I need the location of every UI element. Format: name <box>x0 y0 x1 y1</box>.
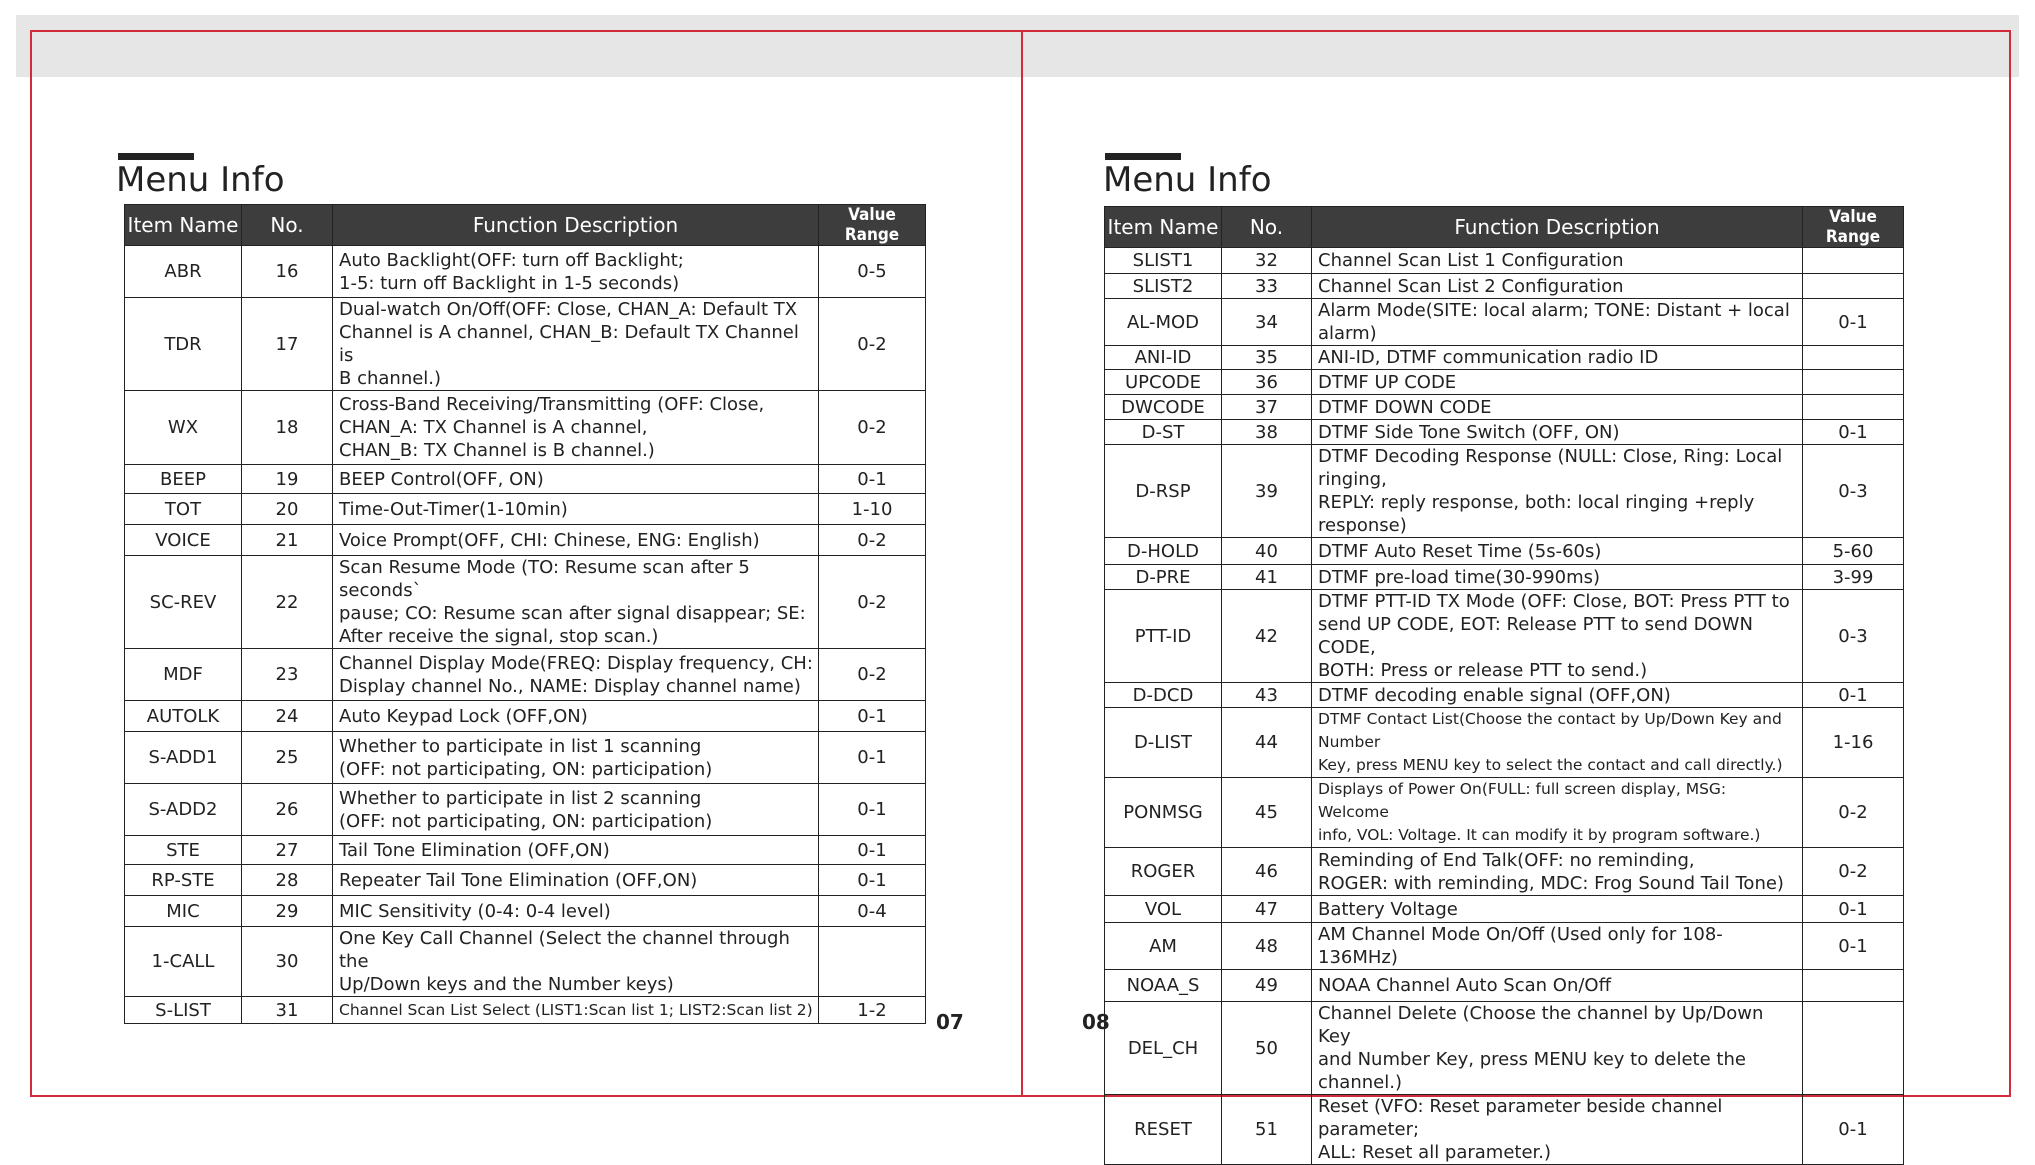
item-name-cell: UPCODE <box>1105 370 1222 395</box>
item-name-cell: S-ADD1 <box>125 732 242 784</box>
function-description-cell <box>333 246 819 298</box>
top-gray-band <box>16 15 2019 77</box>
description-line: info, VOL: Voltage. It can modify it by program software.) <box>1318 826 1761 844</box>
description-line: DTMF DOWN CODE <box>1318 396 1492 418</box>
description-line: After receive the signal, stop scan.) <box>339 626 659 647</box>
description-line: DTMF UP CODE <box>1318 371 1457 393</box>
item-number-cell: 36 <box>1222 370 1312 395</box>
description-line: Channel Scan List Select (LIST1:Scan list 1; LIST2:Scan list 2) <box>339 1000 813 1019</box>
header-no: No. <box>1222 207 1312 248</box>
item-number-cell: 37 <box>1222 395 1312 420</box>
item-name-cell: D-LIST <box>1105 708 1222 778</box>
value-range-cell <box>819 927 926 997</box>
right-page-title: Menu Info <box>1103 160 1272 200</box>
table-row <box>125 465 926 494</box>
right-border <box>2009 30 2011 1097</box>
description-line: Auto Backlight(OFF: turn off Backlight; <box>339 249 684 271</box>
item-name-cell: VOICE <box>125 525 242 556</box>
table-row <box>125 784 926 836</box>
description-line: ALL: Reset all parameter.) <box>1318 1142 1552 1163</box>
description-line: BEEP Control(OFF, ON) <box>339 468 544 490</box>
header-item-name: Item Name <box>1105 207 1222 248</box>
item-number-cell: 27 <box>242 836 333 865</box>
value-range-cell: 0-2 <box>819 391 926 465</box>
description-line: Cross-Band Receiving/Transmitting (OFF: Close, <box>339 394 765 415</box>
description-line: Displays of Power On(FULL: full screen display, MSG: Welcome <box>1318 780 1727 821</box>
value-range-cell: 0-1 <box>1803 923 1904 970</box>
table-row <box>1105 565 1904 590</box>
value-range-cell: 0-1 <box>819 732 926 784</box>
function-description-cell <box>1312 346 1803 370</box>
value-range-cell: 0-5 <box>819 246 926 298</box>
item-number-cell: 44 <box>1222 708 1312 778</box>
description-line: Channel Scan List 2 Configuration <box>1318 275 1624 297</box>
item-number-cell: 26 <box>242 784 333 836</box>
item-number-cell: 35 <box>1222 346 1312 370</box>
item-name-cell: ROGER <box>1105 848 1222 896</box>
item-number-cell: 28 <box>242 865 333 896</box>
item-name-cell: STE <box>125 836 242 865</box>
table-row <box>125 997 926 1024</box>
center-fold <box>1021 30 1023 1097</box>
item-name-cell: SC-REV <box>125 556 242 649</box>
item-number-cell: 32 <box>1222 248 1312 274</box>
item-name-cell: BEEP <box>125 465 242 494</box>
header-no: No. <box>242 205 333 246</box>
value-range-cell: 0-3 <box>1803 445 1904 538</box>
item-name-cell: VOL <box>1105 896 1222 923</box>
item-number-cell: 34 <box>1222 299 1312 346</box>
description-line: Up/Down keys and the Number keys) <box>339 974 674 995</box>
item-name-cell: AUTOLK <box>125 701 242 732</box>
item-number-cell: 42 <box>1222 590 1312 683</box>
item-number-cell: 24 <box>242 701 333 732</box>
function-description-cell <box>1312 590 1803 683</box>
description-line: CHAN_A: TX Channel is A channel, <box>339 417 648 438</box>
left-page-border-top <box>30 30 1023 32</box>
right-title-accent <box>1105 153 1181 160</box>
function-description-cell <box>333 732 819 784</box>
description-line: Whether to participate in list 2 scanning <box>339 787 702 809</box>
function-description-cell <box>1312 1002 1803 1095</box>
table-row <box>125 298 926 391</box>
item-name-cell: PONMSG <box>1105 778 1222 848</box>
description-line: Repeater Tail Tone Elimination (OFF,ON) <box>339 869 698 891</box>
value-range-cell: 0-1 <box>819 865 926 896</box>
table-row <box>1105 346 1904 370</box>
table-row <box>125 525 926 556</box>
left-title-accent <box>118 153 194 160</box>
left-page-title: Menu Info <box>116 160 285 200</box>
description-line: Battery Voltage <box>1318 898 1458 920</box>
table-row <box>1105 1095 1904 1165</box>
table-row <box>125 701 926 732</box>
table-row <box>1105 683 1904 708</box>
item-number-cell: 49 <box>1222 970 1312 1002</box>
function-description-cell <box>1312 370 1803 395</box>
value-range-cell: 0-2 <box>1803 778 1904 848</box>
function-description-cell <box>333 649 819 701</box>
description-line: Channel Scan List 1 Configuration <box>1318 250 1624 271</box>
description-line: (OFF: not participating, ON: participation) <box>339 810 713 832</box>
function-description-cell <box>333 494 819 525</box>
description-line: Dual-watch On/Off(OFF: Close, CHAN_A: Default TX <box>339 299 798 320</box>
item-number-cell: 18 <box>242 391 333 465</box>
header-function-description: Function Description <box>1312 207 1803 248</box>
header-value-range: Value Range <box>1803 207 1904 248</box>
table-row <box>1105 848 1904 896</box>
description-line: Scan Resume Mode (TO: Resume scan after 5 seconds` <box>339 557 750 601</box>
function-description-cell <box>333 525 819 556</box>
item-number-cell: 16 <box>242 246 333 298</box>
item-number-cell: 33 <box>1222 274 1312 299</box>
function-description-cell <box>333 701 819 732</box>
item-name-cell: RESET <box>1105 1095 1222 1165</box>
item-name-cell: WX <box>125 391 242 465</box>
function-description-cell <box>333 784 819 836</box>
description-line: Voice Prompt(OFF, CHI: Chinese, ENG: English) <box>339 529 760 551</box>
table-row <box>125 836 926 865</box>
item-number-cell: 47 <box>1222 896 1312 923</box>
table-row <box>1105 370 1904 395</box>
item-name-cell: D-HOLD <box>1105 538 1222 565</box>
item-number-cell: 39 <box>1222 445 1312 538</box>
value-range-cell: 0-2 <box>819 556 926 649</box>
item-number-cell: 50 <box>1222 1002 1312 1095</box>
value-range-cell: 0-1 <box>1803 896 1904 923</box>
function-description-cell <box>1312 923 1803 970</box>
table-row <box>1105 445 1904 538</box>
function-description-cell <box>1312 1095 1803 1165</box>
description-line: DTMF Decoding Response (NULL: Close, Ring: Local ringing, <box>1318 446 1783 490</box>
function-description-cell <box>333 298 819 391</box>
value-range-cell: 1-2 <box>819 997 926 1024</box>
description-line: Auto Keypad Lock (OFF,ON) <box>339 705 588 727</box>
item-name-cell: NOAA_S <box>1105 970 1222 1002</box>
value-range-cell <box>1803 248 1904 274</box>
table-row <box>1105 708 1904 778</box>
item-number-cell: 20 <box>242 494 333 525</box>
description-line: DTMF Contact List(Choose the contact by Up/Down Key and Number <box>1318 710 1782 751</box>
description-line: DTMF Side Tone Switch (OFF, ON) <box>1318 421 1620 443</box>
description-line: DTMF Auto Reset Time (5s-60s) <box>1318 540 1602 562</box>
table-row <box>125 246 926 298</box>
function-description-cell <box>333 391 819 465</box>
item-name-cell: S-LIST <box>125 997 242 1024</box>
function-description-cell <box>333 927 819 997</box>
function-description-cell <box>1312 538 1803 565</box>
item-number-cell: 25 <box>242 732 333 784</box>
function-description-cell <box>1312 420 1803 445</box>
header-function-description: Function Description <box>333 205 819 246</box>
left-border <box>30 30 32 1097</box>
item-number-cell: 45 <box>1222 778 1312 848</box>
description-line: Tail Tone Elimination (OFF,ON) <box>339 839 610 861</box>
function-description-cell <box>333 836 819 865</box>
item-name-cell: ABR <box>125 246 242 298</box>
item-number-cell: 23 <box>242 649 333 701</box>
left-menu-table <box>124 204 926 1024</box>
item-name-cell: 1-CALL <box>125 927 242 997</box>
table-row <box>125 391 926 465</box>
table-header-row <box>1105 207 1904 248</box>
table-header-row <box>125 205 926 246</box>
table-row <box>125 649 926 701</box>
value-range-cell: 0-1 <box>819 784 926 836</box>
item-name-cell: TDR <box>125 298 242 391</box>
table-row <box>1105 248 1904 274</box>
value-range-cell: 1-10 <box>819 494 926 525</box>
item-number-cell: 46 <box>1222 848 1312 896</box>
function-description-cell <box>333 865 819 896</box>
function-description-cell <box>1312 970 1803 1002</box>
description-line: REPLY: reply response, both: local ringing +reply response) <box>1318 492 1755 536</box>
table-row <box>125 896 926 927</box>
item-number-cell: 31 <box>242 997 333 1024</box>
item-name-cell: D-DCD <box>1105 683 1222 708</box>
function-description-cell <box>1312 274 1803 299</box>
item-name-cell: ANI-ID <box>1105 346 1222 370</box>
function-description-cell <box>333 997 819 1024</box>
description-line: BOTH: Press or release PTT to send.) <box>1318 660 1648 681</box>
value-range-cell: 5-60 <box>1803 538 1904 565</box>
item-name-cell: SLIST2 <box>1105 274 1222 299</box>
right-page-number: 08 <box>1082 1010 1110 1034</box>
item-name-cell: D-RSP <box>1105 445 1222 538</box>
item-name-cell: RP-STE <box>125 865 242 896</box>
table-row <box>1105 274 1904 299</box>
item-number-cell: 48 <box>1222 923 1312 970</box>
description-line: send UP CODE, EOT: Release PTT to send DOWN CODE, <box>1318 614 1753 658</box>
description-line: Alarm Mode(SITE: local alarm; TONE: Distant + local alarm) <box>1318 300 1790 344</box>
value-range-cell: 0-1 <box>1803 683 1904 708</box>
item-number-cell: 43 <box>1222 683 1312 708</box>
value-range-cell: 0-4 <box>819 896 926 927</box>
item-name-cell: D-PRE <box>1105 565 1222 590</box>
function-description-cell <box>1312 683 1803 708</box>
value-range-cell <box>1803 370 1904 395</box>
description-line: (OFF: not participating, ON: participation) <box>339 758 713 780</box>
description-line: Whether to participate in list 1 scanning <box>339 735 702 757</box>
value-range-cell <box>1803 274 1904 299</box>
header-value-range: Value Range <box>819 205 926 246</box>
description-line: ROGER: with reminding, MDC: Frog Sound Tail Tone) <box>1318 872 1784 894</box>
item-number-cell: 40 <box>1222 538 1312 565</box>
description-line: DTMF decoding enable signal (OFF,ON) <box>1318 684 1671 706</box>
function-description-cell <box>1312 565 1803 590</box>
table-row <box>1105 778 1904 848</box>
value-range-cell: 1-16 <box>1803 708 1904 778</box>
description-line: B channel.) <box>339 368 442 389</box>
value-range-cell <box>1803 395 1904 420</box>
description-line: DTMF pre-load time(30-990ms) <box>1318 566 1601 588</box>
function-description-cell <box>1312 778 1803 848</box>
value-range-cell: 0-2 <box>819 649 926 701</box>
description-line: Time-Out-Timer(1-10min) <box>339 498 568 520</box>
table-row <box>125 732 926 784</box>
item-name-cell: MDF <box>125 649 242 701</box>
value-range-cell <box>1803 346 1904 370</box>
item-name-cell: D-ST <box>1105 420 1222 445</box>
description-line: pause; CO: Resume scan after signal disappear; SE: <box>339 603 806 624</box>
item-name-cell: DWCODE <box>1105 395 1222 420</box>
item-number-cell: 30 <box>242 927 333 997</box>
function-description-cell <box>1312 708 1803 778</box>
item-name-cell: SLIST1 <box>1105 248 1222 274</box>
header-item-name: Item Name <box>125 205 242 246</box>
description-line: DTMF PTT-ID TX Mode (OFF: Close, BOT: Press PTT to <box>1318 591 1790 612</box>
item-number-cell: 41 <box>1222 565 1312 590</box>
item-name-cell: S-ADD2 <box>125 784 242 836</box>
value-range-cell: 0-1 <box>1803 1095 1904 1165</box>
table-row <box>1105 1002 1904 1095</box>
item-number-cell: 22 <box>242 556 333 649</box>
description-line: Reminding of End Talk(OFF: no reminding, <box>1318 849 1695 871</box>
value-range-cell: 0-1 <box>819 465 926 494</box>
description-line: CHAN_B: TX Channel is B channel.) <box>339 440 655 461</box>
function-description-cell <box>333 465 819 494</box>
item-name-cell: DEL_CH <box>1105 1002 1222 1095</box>
table-row <box>1105 590 1904 683</box>
function-description-cell <box>1312 395 1803 420</box>
function-description-cell <box>1312 896 1803 923</box>
item-number-cell: 29 <box>242 896 333 927</box>
table-row <box>1105 299 1904 346</box>
table-row <box>125 494 926 525</box>
value-range-cell: 0-1 <box>1803 299 1904 346</box>
item-name-cell: PTT-ID <box>1105 590 1222 683</box>
table-row <box>1105 420 1904 445</box>
table-row <box>125 927 926 997</box>
item-name-cell: MIC <box>125 896 242 927</box>
function-description-cell <box>1312 445 1803 538</box>
table-row <box>1105 395 1904 420</box>
value-range-cell: 0-2 <box>819 525 926 556</box>
description-line: Channel Delete (Choose the channel by Up/Down Key <box>1318 1003 1764 1047</box>
value-range-cell: 0-2 <box>819 298 926 391</box>
item-number-cell: 51 <box>1222 1095 1312 1165</box>
value-range-cell: 0-1 <box>1803 420 1904 445</box>
description-line: Channel Display Mode(FREQ: Display frequency, CH: <box>339 652 813 674</box>
table-row <box>1105 970 1904 1002</box>
function-description-cell <box>1312 848 1803 896</box>
value-range-cell: 0-2 <box>1803 848 1904 896</box>
item-name-cell: AL-MOD <box>1105 299 1222 346</box>
table-row <box>1105 538 1904 565</box>
value-range-cell <box>1803 970 1904 1002</box>
description-line: AM Channel Mode On/Off (Used only for 108-136MHz) <box>1318 924 1723 968</box>
table-row <box>1105 923 1904 970</box>
right-page-border-top <box>1022 30 2011 32</box>
function-description-cell <box>333 556 819 649</box>
description-line: One Key Call Channel (Select the channel through the <box>339 928 790 972</box>
value-range-cell: 0-3 <box>1803 590 1904 683</box>
description-line: Reset (VFO: Reset parameter beside channel parameter; <box>1318 1096 1723 1140</box>
value-range-cell: 0-1 <box>819 836 926 865</box>
item-number-cell: 17 <box>242 298 333 391</box>
item-number-cell: 19 <box>242 465 333 494</box>
description-line: MIC Sensitivity (0-4: 0-4 level) <box>339 900 611 922</box>
table-row <box>125 865 926 896</box>
item-number-cell: 21 <box>242 525 333 556</box>
description-line: Key, press MENU key to select the contact and call directly.) <box>1318 756 1783 774</box>
table-row <box>125 556 926 649</box>
item-name-cell: TOT <box>125 494 242 525</box>
description-line: NOAA Channel Auto Scan On/Off <box>1318 975 1611 996</box>
item-name-cell: AM <box>1105 923 1222 970</box>
value-range-cell <box>1803 1002 1904 1095</box>
description-line: Display channel No., NAME: Display channel name) <box>339 675 801 697</box>
table-row <box>1105 896 1904 923</box>
description-line: 1-5: turn off Backlight in 1-5 seconds) <box>339 272 680 294</box>
function-description-cell <box>1312 248 1803 274</box>
right-menu-table <box>1104 206 1904 1165</box>
value-range-cell: 3-99 <box>1803 565 1904 590</box>
function-description-cell <box>333 896 819 927</box>
function-description-cell <box>1312 299 1803 346</box>
description-line: ANI-ID, DTMF communication radio ID <box>1318 347 1659 368</box>
description-line: Channel is A channel, CHAN_B: Default TX Channel is <box>339 322 799 366</box>
description-line: and Number Key, press MENU key to delete the channel.) <box>1318 1049 1746 1093</box>
left-page-number: 07 <box>936 1010 964 1034</box>
item-number-cell: 38 <box>1222 420 1312 445</box>
value-range-cell: 0-1 <box>819 701 926 732</box>
